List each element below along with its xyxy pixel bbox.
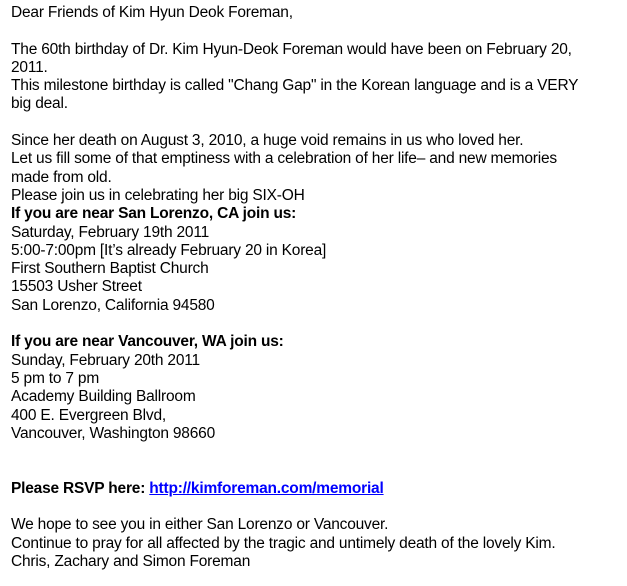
- letter-document: [11, 4, 621, 571]
- intro-line: The 60th birthday of Dr. Kim Hyun-Deok Foreman would have been on February 20,: [11, 40, 572, 58]
- body-line: Please join us in celebrating her big SIX-OH: [11, 186, 305, 204]
- paragraph-spacer: [11, 22, 621, 40]
- event-street: 15503 Usher Street: [11, 278, 142, 296]
- rsvp-line: [11, 480, 621, 498]
- rsvp-label: Please RSVP here:: [11, 479, 150, 497]
- intro-line: big deal.: [11, 95, 68, 113]
- rsvp-link[interactable]: http://kimforeman.com/memorial: [149, 479, 384, 497]
- paragraph-spacer: [11, 114, 621, 132]
- event-time: 5 pm to 7 pm: [11, 369, 100, 387]
- greeting: Dear Friends of Kim Hyun Deok Foreman,: [11, 4, 293, 21]
- closing-line: We hope to see you in either San Lorenzo or Vancouver.: [11, 516, 389, 534]
- event-date: Sunday, February 20th 2011: [11, 351, 200, 369]
- intro-line: 2011.: [11, 58, 48, 76]
- paragraph-spacer: [11, 443, 621, 480]
- closing-line: Continue to pray for all affected by the tragic and untimely death of the lovely Kim.: [11, 534, 556, 552]
- event-street: 400 E. Evergreen Blvd,: [11, 406, 166, 424]
- event-heading-vancouver: If you are near Vancouver, WA join us:: [11, 333, 284, 351]
- intro-line: This milestone birthday is called "Chang Gap" in the Korean language and is a VERY: [11, 77, 579, 95]
- event-city: San Lorenzo, California 94580: [11, 296, 215, 314]
- event-venue: Academy Building Ballroom: [11, 388, 196, 406]
- event-city: Vancouver, Washington 98660: [11, 424, 215, 442]
- signature: Chris, Zachary and Simon Foreman: [11, 552, 251, 570]
- body-line: Let us fill some of that emptiness with a celebration of her life– and new memories: [11, 150, 557, 168]
- event-heading-san-lorenzo: If you are near San Lorenzo, CA join us:: [11, 205, 297, 223]
- event-venue: First Southern Baptist Church: [11, 260, 209, 278]
- body-line: Since her death on August 3, 2010, a huge void remains in us who loved her.: [11, 132, 524, 150]
- body-line: made from old.: [11, 168, 112, 186]
- paragraph-spacer: [11, 498, 621, 516]
- paragraph-spacer: [11, 315, 621, 333]
- event-time: 5:00-7:00pm [It’s already February 20 in Korea]: [11, 241, 327, 259]
- event-date: Saturday, February 19th 2011: [11, 223, 210, 241]
